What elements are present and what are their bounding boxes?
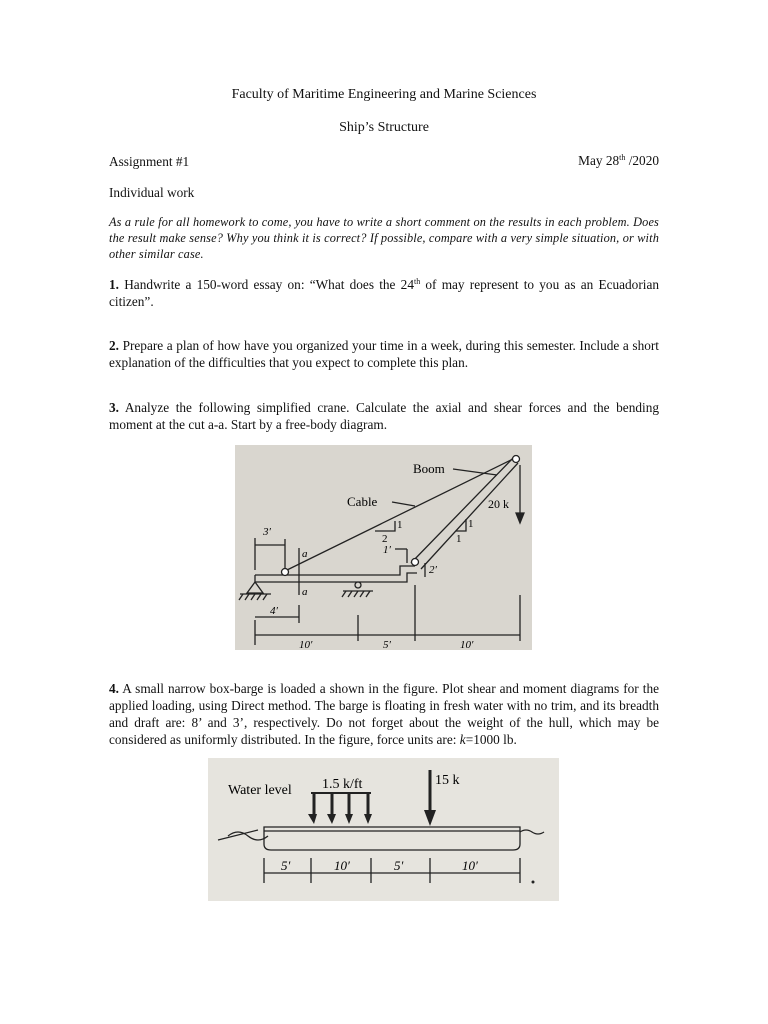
dim-1-label: 1′ <box>383 544 391 556</box>
boom-pin <box>412 559 419 566</box>
question-3-text: Analyze the following simplified crane. Calculate the axial and shear forces and the bending moment at the cut a-a. Start by a free-body diagram. <box>109 400 659 432</box>
cable-slope-run: 2 <box>382 533 388 545</box>
question-1 <box>109 276 659 310</box>
distributed-load-label: 1.5 k/ft <box>322 777 363 792</box>
course-title: Ship’s Structure <box>339 120 429 135</box>
date-suffix: th <box>619 153 626 162</box>
point-load-label: 15 k <box>435 773 460 788</box>
question-4-text-b: =1000 lb. <box>465 732 517 747</box>
cable-slope-rise: 1 <box>397 519 403 531</box>
question-2-number: 2. <box>109 338 119 353</box>
barge-diagram <box>208 758 559 901</box>
water-level-label: Water level <box>228 783 292 798</box>
question-1-text-a: Handwrite a 150-word essay on: “What does the 24 <box>118 277 414 292</box>
faculty-title: Faculty of Maritime Engineering and Marine Sciences <box>231 87 537 102</box>
question-4-k: k <box>459 732 466 747</box>
cable-label: Cable <box>347 494 378 509</box>
dim-10a-label: 10′ <box>299 639 313 650</box>
beam-lower-edge <box>255 573 417 582</box>
boom-slope-run: 1 <box>456 533 462 545</box>
intro-note: As a rule for all homework to come, you have to write a short comment on the results in each problem. Does the result make sense? Why you think it is correct? If possible, compare with a very simple situation, or with other similar case. <box>109 215 659 261</box>
boom-label: Boom <box>413 461 445 476</box>
date-year: /2020 <box>625 153 659 168</box>
dim-3-label: 3′ <box>263 526 271 538</box>
date-main: May 28 <box>578 153 620 168</box>
beam-upper-edge <box>255 566 415 575</box>
dim-10b-label: 10′ <box>462 858 478 873</box>
dim-2-label: 2′ <box>429 564 437 576</box>
dim-10b-label: 10′ <box>460 639 474 650</box>
roller-support <box>355 582 361 588</box>
boom-line-2 <box>421 463 518 569</box>
top-pin <box>513 456 520 463</box>
assignment-date <box>578 153 659 169</box>
load-label: 20 k <box>488 497 509 511</box>
question-2 <box>109 337 659 371</box>
dim-10a-label: 10′ <box>334 858 350 873</box>
boom-slope-rise: 1 <box>468 518 474 530</box>
cut-label-top: a <box>302 548 308 560</box>
crane-figure <box>235 445 532 650</box>
cable-line <box>285 458 515 571</box>
dim-5a-label: 5′ <box>281 858 291 873</box>
question-3 <box>109 399 659 433</box>
question-1-sup: th <box>413 277 421 286</box>
question-1-text-b: of may represent to you as an Ecuadorian citizen”. <box>109 277 660 309</box>
left-pin-support <box>247 582 263 593</box>
crane-diagram <box>235 445 532 650</box>
work-type: Individual work <box>109 185 195 200</box>
question-4-number: 4. <box>109 681 119 696</box>
question-3-number: 3. <box>109 400 119 415</box>
question-1-number: 1. <box>109 277 119 292</box>
question-4-text-a: A small narrow box-barge is loaded a shown in the figure. Plot shear and moment diagrams for the applied loading, using Direct method. The barge is floating in fresh water with no trim, and its breadth and draft are: 8’ and 3’, respectively. Do not forget about the weight of the hull, which may be considered as uniformly distributed. In the figure, force units are: <box>109 681 659 747</box>
dim-5-label: 5′ <box>383 639 391 650</box>
assignment-number: Assignment #1 <box>109 154 190 169</box>
barge-figure <box>208 758 559 901</box>
dim-5b-label: 5′ <box>394 858 404 873</box>
cut-label-bottom: a <box>302 586 308 598</box>
cable-pin <box>282 569 289 576</box>
question-2-text: Prepare a plan of how have you organized your time in a week, during this semester. Include a short explanation of the difficulties that you expect to complete this plan. <box>109 338 659 370</box>
dim-4-label: 4′ <box>270 605 278 617</box>
question-4 <box>109 680 659 748</box>
